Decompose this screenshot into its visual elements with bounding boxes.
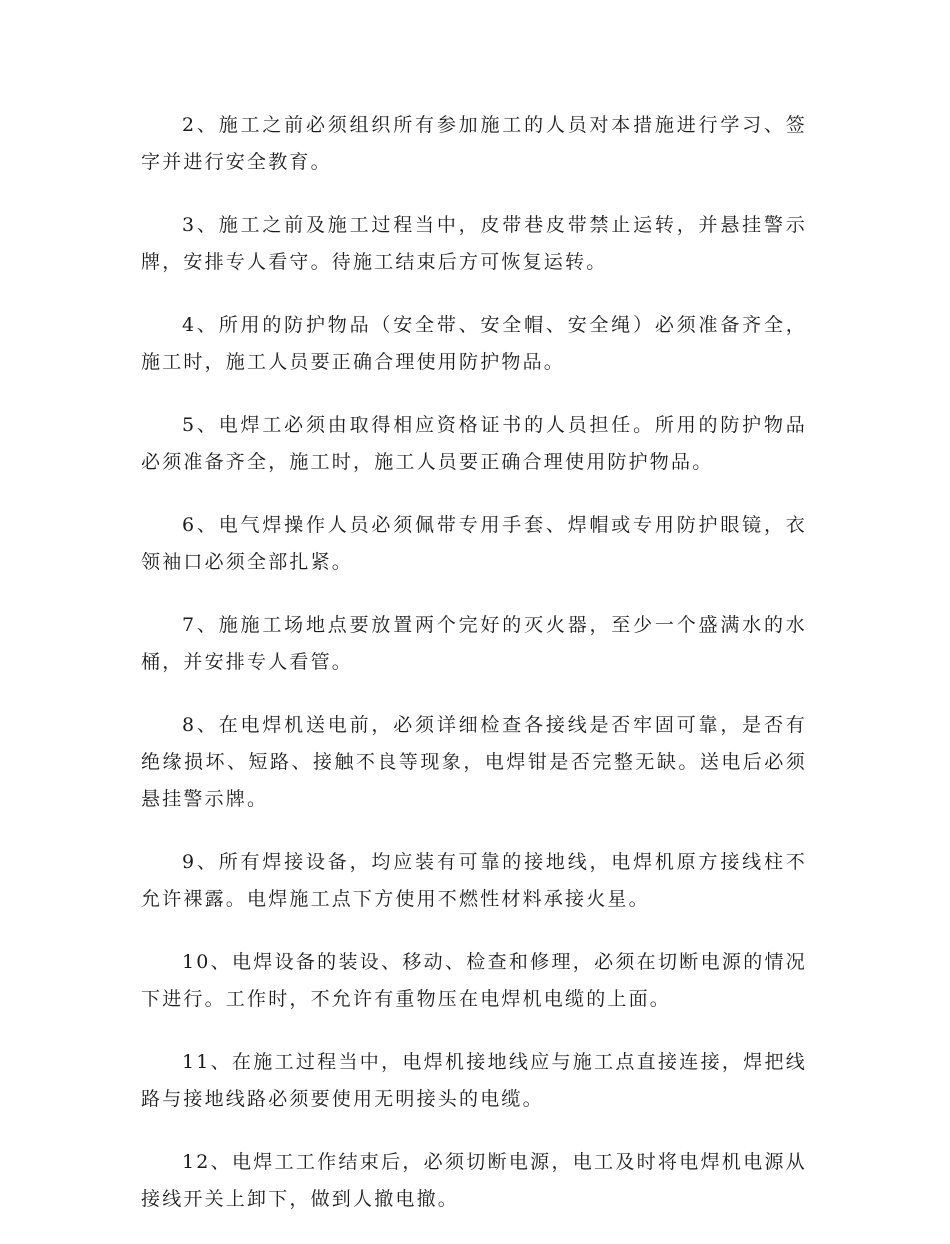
paragraph-item-6: 6、电气焊操作人员必须佩带专用手套、焊帽或专用防护眼镜，衣领袖口必须全部扎紧。 bbox=[141, 514, 807, 573]
paragraph-item-2: 2、施工之前必须组织所有参加施工的人员对本措施进行学习、签字并进行安全教育。 bbox=[141, 114, 807, 173]
paragraph-item-3: 3、施工之前及施工过程当中，皮带巷皮带禁止运转，并悬挂警示牌，安排专人看守。待施工结束后方可恢复运转。 bbox=[141, 214, 807, 273]
paragraph-item-7: 7、施施工场地点要放置两个完好的灭火器，至少一个盛满水的水桶，并安排专人看管。 bbox=[141, 614, 807, 673]
document-body bbox=[141, 107, 807, 1244]
paragraph-item-10: 10、电焊设备的装设、移动、检查和修理，必须在切断电源的情况下进行。工作时，不允许有重物压在电焊机电缆的上面。 bbox=[141, 951, 807, 1010]
paragraph-item-4: 4、所用的防护物品（安全带、安全帽、安全绳）必须准备齐全，施工时，施工人员要正确合理使用防护物品。 bbox=[141, 314, 807, 373]
paragraph-item-5: 5、电焊工必须由取得相应资格证书的人员担任。所用的防护物品必须准备齐全，施工时，施工人员要正确合理使用防护物品。 bbox=[141, 414, 807, 473]
paragraph-item-12: 12、电焊工工作结束后，必须切断电源，电工及时将电焊机电源从接线开关上卸下，做到人撤电撤。 bbox=[141, 1151, 807, 1210]
paragraph-item-9: 9、所有焊接设备，均应装有可靠的接地线，电焊机原方接线柱不允许裸露。电焊施工点下方使用不燃性材料承接火星。 bbox=[141, 851, 807, 910]
paragraph-item-8: 8、在电焊机送电前，必须详细检查各接线是否牢固可靠，是否有绝缘损坏、短路、接触不良等现象，电焊钳是否完整无缺。送电后必须悬挂警示牌。 bbox=[141, 714, 807, 810]
paragraph-item-11: 11、在施工过程当中，电焊机接地线应与施工点直接连接，焊把线路与接地线路必须要使用无明接头的电缆。 bbox=[141, 1051, 807, 1110]
